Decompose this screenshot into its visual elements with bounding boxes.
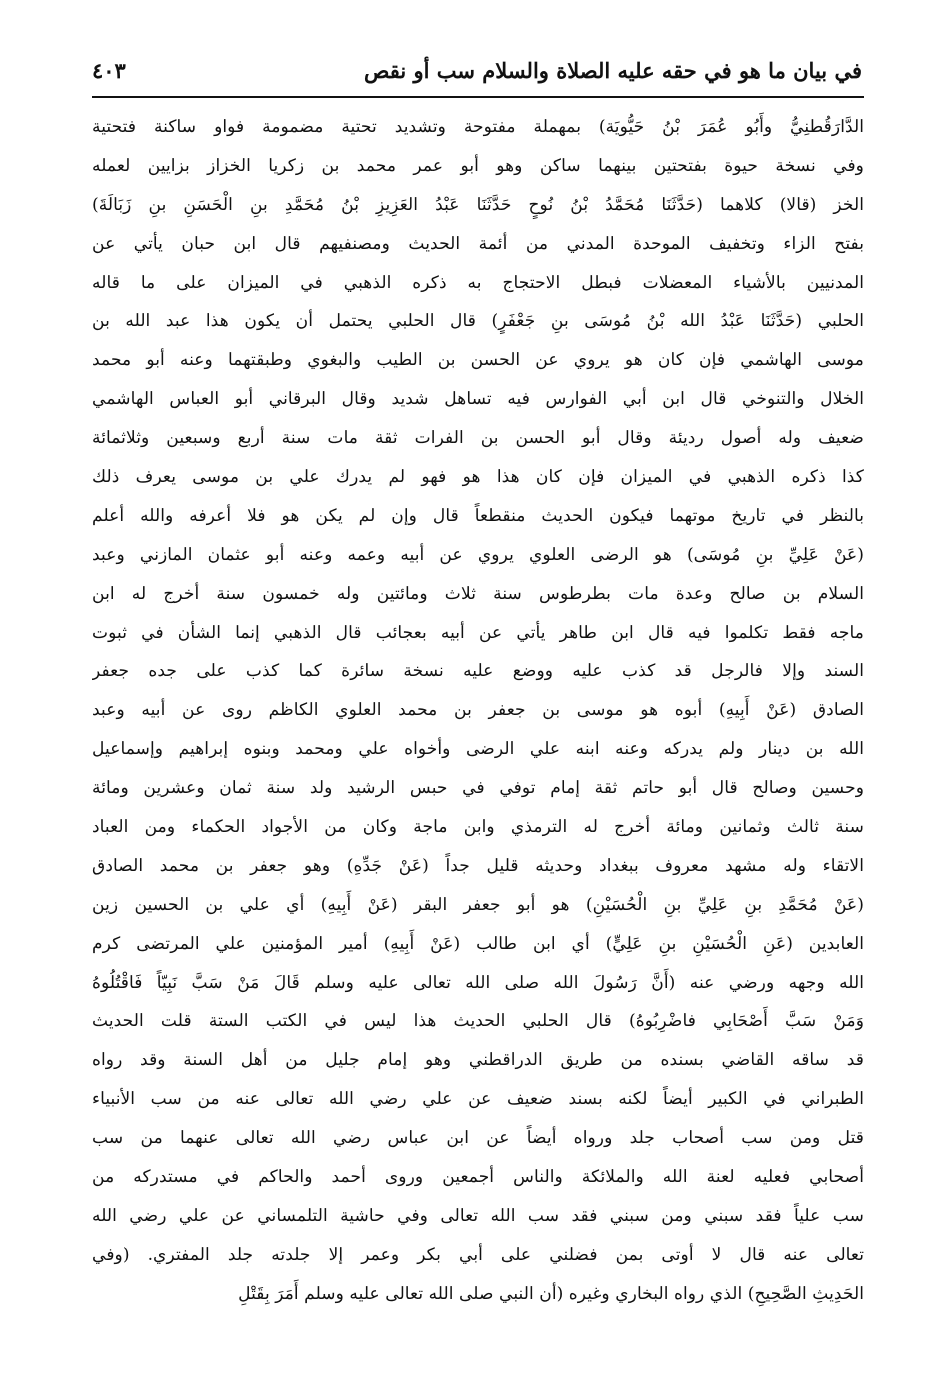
text-line: سنة ثالث وثمانين ومائة أخرج له الترمذي وابن ماجة وكان من الأجواد الحكماء ومن العباد	[92, 817, 864, 838]
page-header	[92, 52, 862, 92]
text-line: الخلال والتنوخي قال ابن أبي الفوارس فيه تساهل شديد وقال البرقاني أبو العباس الهاشمي	[92, 389, 864, 410]
text-line: الصادق (عَنْ أَبِيهِ) أبوه هو موسى بن جعفر بن محمد العلوي الكاظم روى عن أبيه وعبد	[92, 700, 864, 721]
text-line: ماجه فقط تكلموا فيه قال ابن طاهر يأتي عن أبيه بعجائب قال الذهبي إنما الشأن في ثبوت	[92, 622, 864, 643]
text-line: سب علياً فقد سبني ومن سبني فقد سب الله تعالى وفي حاشية التلمساني عن علي رضي الله	[92, 1205, 864, 1226]
text-line: قد ساقه القاضي بسنده من طريق الدراقطني وهو إمام جليل من أهل السنة وقد رواه	[92, 1050, 864, 1071]
text-line: وفي نسخة حيوة بفتحتين بينهما ساكن وهو أبو عمر محمد بن زكريا الخزاز بزايين لعمله	[92, 155, 864, 176]
text-line: المدنيين بالأشياء المعضلات فبطل الاحتجاج به ذكره الذهبي في الميزان على ما قاله	[92, 272, 864, 293]
text-line: السلام بن صالح وعدة مات بطرطوس سنة ثلاث ومائتين وله خمسون سنة أخرج له ابن	[92, 583, 864, 604]
text-line: قتل ومن سب أصحاب جلد ورواه أيضاً عن ابن عباس رضي الله تعالى عنهما من سب	[92, 1128, 864, 1149]
text-line: بفتح الزاء وتخفيف الموحدة المدني من أئمة الحديث ومصنفيهم قال ابن حبان يأتي عن	[92, 233, 864, 254]
text-line: كذا ذكره الذهبي في الميزان فإن كان هذا هو فهو لم يدرك علي بن موسى يعرف ذلك	[92, 467, 864, 488]
header-rule	[92, 96, 864, 98]
text-line: الله بن دينار ولم يدركه وعنه ابنه علي الرضى وأخواه علي ومحمد وبنوه إبراهيم وإسماعيل	[92, 739, 864, 760]
text-line: تعالى عنه قال لا أوتى بمن فضلني على أبي بكر وعمر إلا جلدته جلد المفتري. (وفي	[92, 1244, 864, 1265]
text-line: الدَّارَقُطنِيُّ وأَبُو عُمَرَ بْنُ حَيُّويَة) بمهملة مفتوحة وتشديد تحتية مضمومة فواو ساكنة فتحتية	[92, 117, 864, 137]
text-line: الخز (قالا) كلاهما (حَدَّثَنَا مُحَمَّدُ بْنُ نُوحٍ حَدَّثَنَا عَبْدُ العَزِيزِ بْنُ مُحَمَّدِ بنِ الْحَسَنِ بنِ زَبَالَةَ)	[92, 194, 864, 215]
text-line: السند وإلا فالرجل قد كذب عليه ووضع عليه نسخة سائرة كما كذب على جده جعفر	[92, 661, 864, 682]
text-line: موسى الهاشمي فإن كان هو يروي عن الحسن بن الطيب والبغوي وطبقتهما وعنه أبو محمد	[92, 350, 864, 371]
text-line: وَمَنْ سَبَّ أَصْحَابِي فاضْرِبُوهُ) قال الحلبي الحديث هذا ليس في الكتب الستة قلت الحديث	[92, 1011, 864, 1032]
text-line: بالنظر في تاريخ موتهما فيكون الحديث منقطعاً قال وإن لم يكن هو فلا أعرفه والله أعلم	[92, 505, 864, 526]
text-line: الحلبي (حَدَّثَنَا عَبْدُ الله بْنُ مُوسَى بنِ جَعْفَرٍ) قال الحلبي يحتمل أن يكون هذا عبد الله بن	[92, 311, 864, 332]
text-line: أصحابي فعليه لعنة الله والملائكة والناس أجمعين وروى أحمد والحاكم في مستدركه من	[92, 1167, 864, 1188]
text-line: (عَنْ مُحَمَّدِ بنِ عَلِيِّ بنِ الْحُسَيْنِ) هو أبو جعفر البقر (عَنْ أَبِيهِ) أي علي بن الحسين زين	[92, 894, 864, 915]
text-line: الطبراني في الكبير أيضاً لكنه بسند ضعيف عن علي رضي الله تعالى عنه من سب الأنبياء	[92, 1089, 864, 1110]
text-line: وحسين وصالح قال أبو حاتم ثقة إمام توفي في حبس الرشيد ولد سنة ثمان وعشرين ومائة	[92, 778, 864, 799]
page-number: ٤٠٣	[92, 58, 126, 83]
text-line: الاتقاء وله مشهد معروف ببغداد وحديثه قليل جداً (عَنْ جَدِّهِ) وهو جعفر بن محمد الصادق	[92, 855, 864, 876]
running-title: في بيان ما هو في حقه عليه الصلاة والسلام سب أو نقص	[363, 58, 862, 83]
body-text	[92, 108, 864, 1314]
text-line: ضعيف وله أصول رديئة وقال أبو الحسن بن الفرات ثقة مات سنة أربع وسبعين وثلاثمائة	[92, 428, 864, 449]
text-line: الحَدِيثِ الصَّحِيحِ) الذي رواه البخاري وغيره (أن النبي صلى الله تعالى عليه وسلم أَمَرَ بِقَتْلِ	[238, 1283, 864, 1304]
text-line: الله وجهه ورضي عنه (أَنَّ رَسُولَ الله صلى الله تعالى عليه وسلم قَالَ مَنْ سَبَّ نَبِيّاً فَاقْتُلُوهُ	[92, 972, 864, 993]
text-line: (عَنْ عَلِيِّ بنِ مُوسَى) هو الرضى العلوي يروي عن أبيه وعمه وعنه أبو عثمان المازني وعبد	[92, 544, 864, 565]
text-line: العابدين (عَنِ الْحُسَيْنِ بنِ عَلِيٍّ) أي ابن طالب (عَنْ أَبِيهِ) أمير المؤمنين علي المرتضى كرم	[92, 933, 864, 954]
